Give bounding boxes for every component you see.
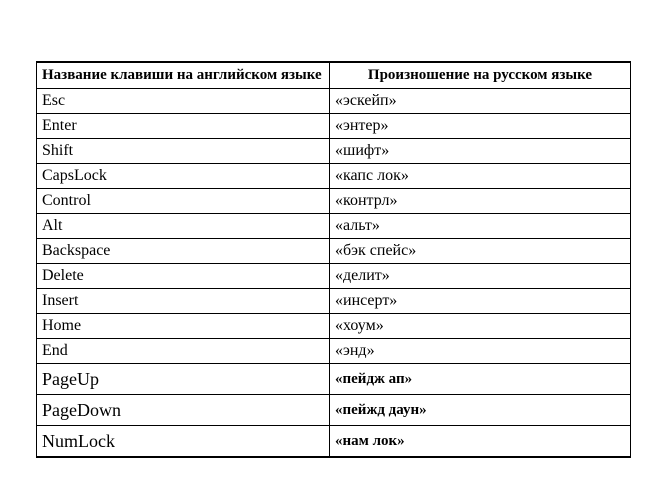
key-name-cell: Shift [37, 139, 330, 164]
pronunciation-cell: «инсерт» [330, 289, 631, 314]
key-name-cell: PageUp [37, 364, 330, 395]
pronunciation-cell: «делит» [330, 264, 631, 289]
table-row [37, 426, 631, 458]
header-english-key-name: Название клавиши на английском языке [37, 62, 330, 89]
pronunciation-cell: «нам лок» [330, 426, 631, 458]
key-name-cell: Esc [37, 89, 330, 114]
table-row [37, 114, 631, 139]
table-row [37, 189, 631, 214]
key-name-cell: CapsLock [37, 164, 330, 189]
table-row [37, 395, 631, 426]
table-row [37, 289, 631, 314]
keyboard-keys-table [36, 61, 631, 458]
key-name-cell: Home [37, 314, 330, 339]
pronunciation-cell: «пейдж ап» [330, 364, 631, 395]
key-name-cell: Enter [37, 114, 330, 139]
pronunciation-cell: «альт» [330, 214, 631, 239]
key-name-cell: NumLock [37, 426, 330, 458]
pronunciation-cell: «бэк спейс» [330, 239, 631, 264]
pronunciation-cell: «энтер» [330, 114, 631, 139]
table-header-row [37, 62, 631, 89]
table-row [37, 214, 631, 239]
pronunciation-cell: «пейжд даун» [330, 395, 631, 426]
key-name-cell: End [37, 339, 330, 364]
header-russian-pronunciation: Произношение на русском языке [330, 62, 631, 89]
key-name-cell: Backspace [37, 239, 330, 264]
pronunciation-cell: «эскейп» [330, 89, 631, 114]
pronunciation-cell: «контрл» [330, 189, 631, 214]
key-name-cell: PageDown [37, 395, 330, 426]
pronunciation-cell: «хоум» [330, 314, 631, 339]
pronunciation-cell: «капс лок» [330, 164, 631, 189]
pronunciation-cell: «энд» [330, 339, 631, 364]
key-name-cell: Insert [37, 289, 330, 314]
pronunciation-cell: «шифт» [330, 139, 631, 164]
table-row [37, 239, 631, 264]
table-row [37, 264, 631, 289]
table-row [37, 139, 631, 164]
key-name-cell: Alt [37, 214, 330, 239]
table-row [37, 164, 631, 189]
table-row [37, 339, 631, 364]
table-row [37, 89, 631, 114]
key-name-cell: Control [37, 189, 330, 214]
table-row [37, 364, 631, 395]
table-row [37, 314, 631, 339]
key-name-cell: Delete [37, 264, 330, 289]
